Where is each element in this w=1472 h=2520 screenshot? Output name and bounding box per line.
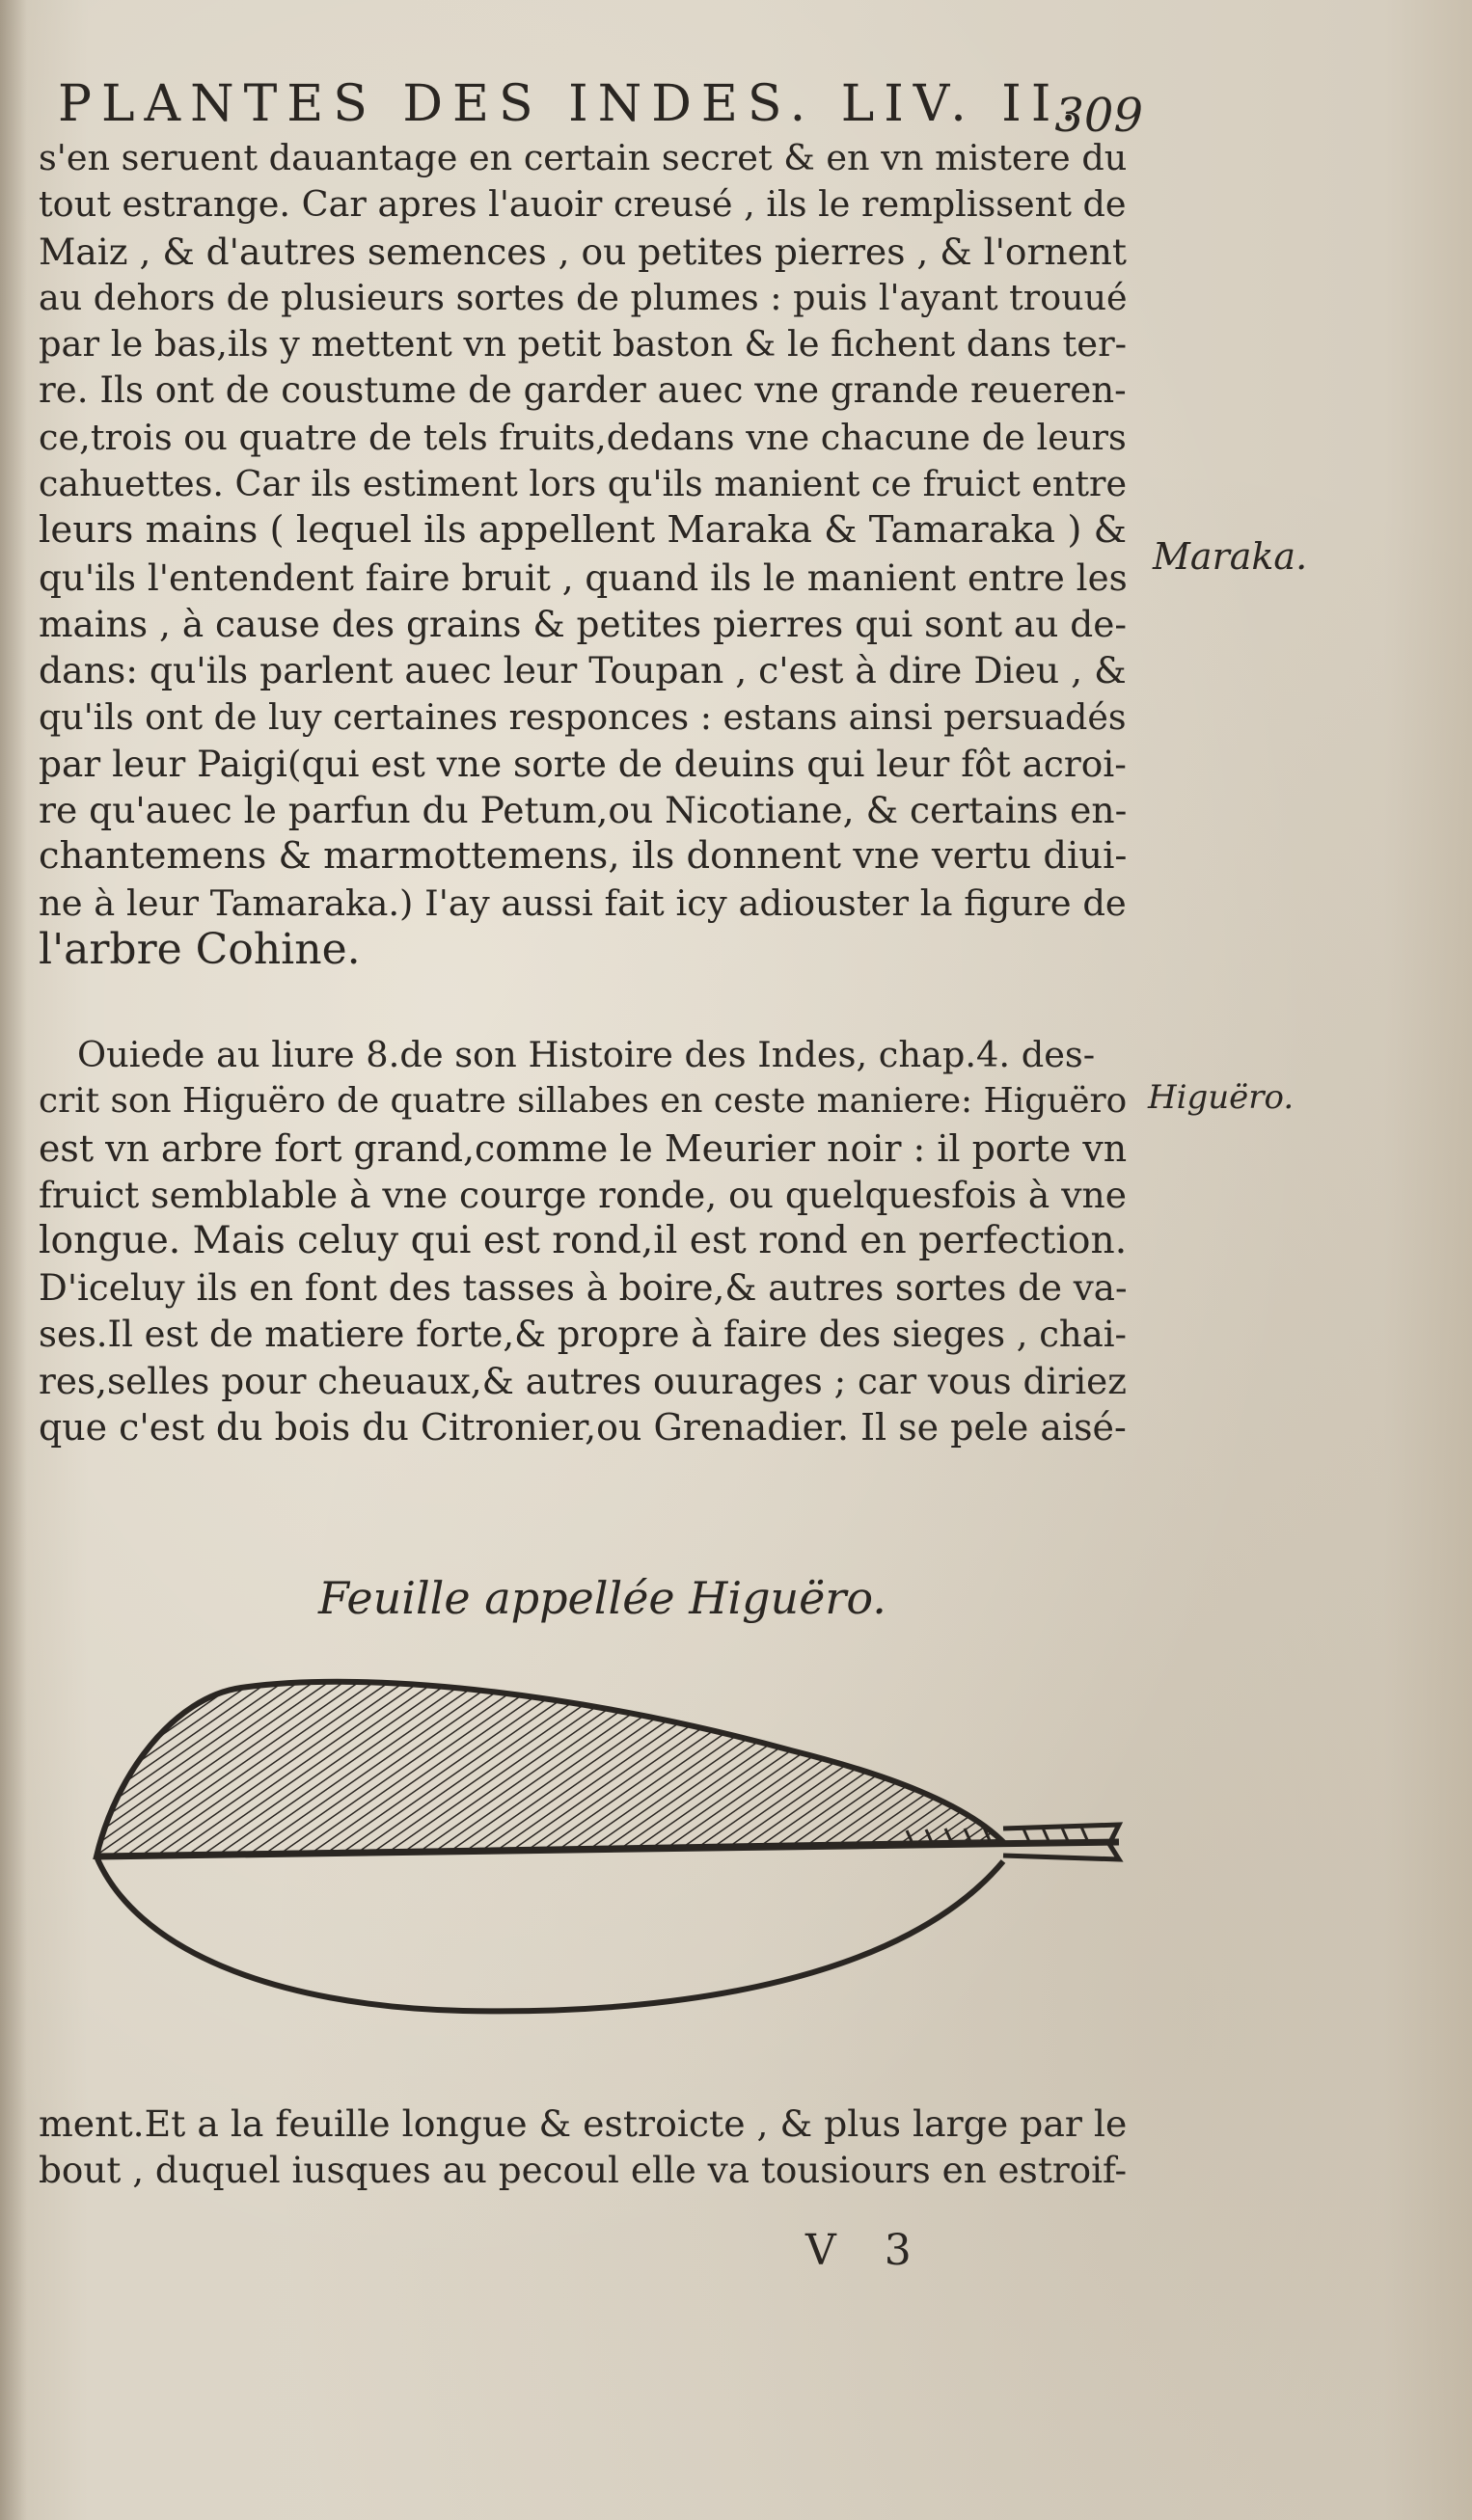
text-line: ce,trois ou quatre de tels fruits,dedans vne chacune de leurs	[39, 416, 1127, 458]
text-line: dans: qu'ils parlent auec leur Toupan , c'est à dire Dieu , &	[39, 649, 1127, 692]
page-number: 309	[1054, 89, 1143, 143]
leaf-upper-half	[96, 1682, 1003, 1856]
spine-shadow	[0, 0, 27, 2520]
text-line: re qu'auec le parfun du Petum,ou Nicotiane, & certains en-	[39, 789, 1128, 832]
text-line: D'iceluy ils en font des tasses à boire,& autres sortes de va-	[39, 1266, 1128, 1310]
paragraph-2	[39, 1032, 1138, 1451]
paragraph-3	[39, 2100, 1138, 2194]
text-line: cahuettes. Car ils estiment lors qu'ils manient ce fruict entre	[39, 463, 1128, 505]
margin-note-higuero: Higuëro.	[1148, 1078, 1295, 1117]
text-line: qu'ils ont de luy certaines responces : estans ainsi persuadés	[39, 695, 1127, 738]
text-line: par leur Paigi(qui est vne sorte de deuins qui leur fôt acroi-	[39, 742, 1127, 785]
text-line: chantemens & marmottemens, ils donnent vne vertu diui-	[39, 834, 1128, 879]
text-line: qu'ils l'entendent faire bruit , quand ils le manient entre les	[39, 555, 1128, 599]
signature-mark: V 3	[805, 2226, 929, 2275]
text-line: ment.Et a la feuille longue & estroicte , & plus large par le	[39, 2102, 1128, 2145]
paragraph-1	[39, 135, 1138, 973]
text-line: ses.Il est de matiere forte,& propre à faire des sieges , chai-	[39, 1313, 1128, 1355]
text-line: au dehors de plusieurs sortes de plumes : puis l'ayant trouué	[39, 276, 1128, 318]
text-line: crit son Higuëro de quatre sillabes en ceste maniere: Higuëro	[39, 1081, 1128, 1122]
text-line: ne à leur Tamaraka.) I'ay aussi fait icy adiouster la figure de	[39, 881, 1127, 924]
text-line: res,selles pour cheuaux,& autres ouurages ; car vous diriez	[39, 1360, 1127, 1403]
margin-note-maraka: Maraka.	[1153, 535, 1308, 578]
text-line: est vn arbre fort grand,comme le Meurier noir : il porte vn	[39, 1126, 1128, 1170]
text-line: Maiz , & d'autres semences , ou petites pierres , & l'ornent	[39, 230, 1127, 273]
leaf-lower-half	[96, 1856, 1003, 2011]
text-line: leurs mains ( lequel ils appellent Maraka & Tamaraka ) &	[39, 508, 1128, 553]
text-line: l'arbre Cohine.	[39, 927, 361, 974]
running-title: PLANTES DES INDES. LIV. II.	[58, 75, 1086, 133]
text-line: Ouiede au liure 8.de son Histoire des Indes, chap.4. des-	[77, 1034, 1096, 1075]
text-line: longue. Mais celuy qui est rond,il est rond en perfection.	[39, 1219, 1128, 1263]
text-line: mains , à cause des grains & petites pierres qui sont au de-	[39, 602, 1128, 645]
text-line: par le bas,ils y mettent vn petit baston & le fichent dans ter-	[39, 323, 1128, 366]
running-header	[58, 75, 1143, 143]
text-line: fruict semblable à vne courge ronde, ou quelquesfois à vne	[39, 1173, 1127, 1216]
text-line: que c'est du bois du Citronier,ou Grenadier. Il se pele aisé-	[39, 1406, 1127, 1450]
text-line: bout , duquel iusques au pecoul elle va tousiours en estroif-	[39, 2149, 1128, 2192]
higuero-leaf-woodcut	[58, 1659, 1129, 2045]
text-line: tout estrange. Car apres l'auoir creusé , ils le remplissent de	[39, 183, 1127, 226]
text-line: s'en seruent dauantage en certain secret & en vn mistere du	[39, 137, 1128, 178]
text-line: re. Ils ont de coustume de garder auec vne grande reueren-	[39, 369, 1127, 412]
figure-caption: Feuille appellée Higuëro.	[318, 1572, 886, 1624]
